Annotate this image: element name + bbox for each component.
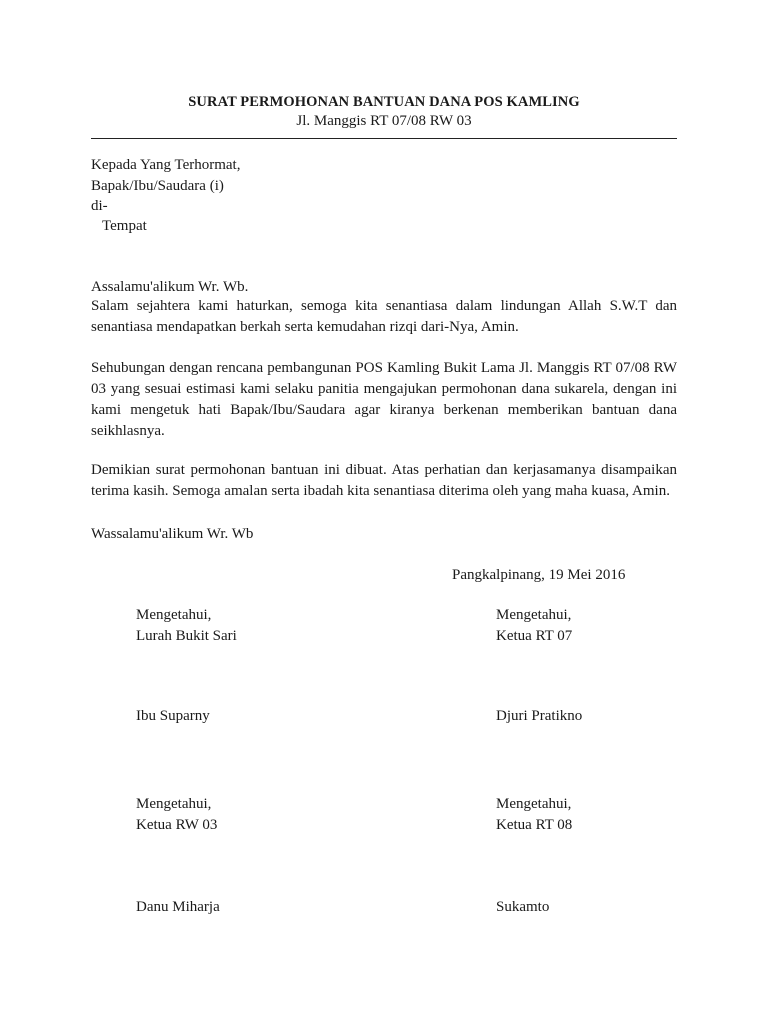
letter-address: Jl. Manggis RT 07/08 RW 03	[296, 113, 472, 129]
signature-rw03-role: Ketua RW 03	[136, 817, 218, 833]
paragraph-1	[91, 296, 677, 338]
paragraph-2-line-2: 03 yang sesuai estimasi kami selaku panitia mengajukan permohonan dana sukarela, dengan ini	[91, 381, 677, 397]
paragraph-1-line-2: senantiasa mendapatkan berkah serta kemudahan rizqi dari-Nya, Amin.	[91, 319, 519, 335]
paragraph-2-line-3: kami mengetuk hati Bapak/Ibu/Saudara agar kiranya berkenan memberikan bantuan dana	[91, 402, 677, 418]
recipient-line-3: di-	[91, 198, 108, 214]
paragraph-1-line-1: Salam sejahtera kami haturkan, semoga kita senantiasa dalam lindungan Allah S.W.T dan	[91, 298, 677, 314]
signature-lurah-role: Lurah Bukit Sari	[136, 628, 237, 644]
paragraph-2-line-1: Sehubungan dengan rencana pembangunan POS Kamling Bukit Lama Jl. Manggis RT 07/08 RW	[91, 360, 677, 376]
signature-rw03-label: Mengetahui,	[136, 796, 212, 812]
paragraph-3-line-1: Demikian surat permohonan bantuan ini dibuat. Atas perhatian dan kerjasamanya disampaikan	[91, 462, 677, 478]
paragraph-2-line-4: seikhlasnya.	[91, 423, 165, 439]
signature-lurah-label: Mengetahui,	[136, 607, 212, 623]
recipient-line-4: Tempat	[102, 218, 147, 234]
place-date: Pangkalpinang, 19 Mei 2016	[452, 567, 626, 583]
signature-rt08-role: Ketua RT 08	[496, 817, 573, 833]
recipient-line-2: Bapak/Ibu/Saudara (i)	[91, 178, 224, 194]
signature-rt07-role: Ketua RT 07	[496, 628, 573, 644]
paragraph-2	[91, 358, 677, 442]
signature-rt08-name: Sukamto	[496, 899, 550, 915]
signature-lurah-name: Ibu Suparny	[136, 708, 210, 724]
header-divider	[91, 138, 677, 139]
signature-rw03-name: Danu Miharja	[136, 899, 220, 915]
greeting: Assalamu'alikum Wr. Wb.	[91, 279, 249, 295]
signature-rt07-name: Djuri Pratikno	[496, 708, 583, 724]
paragraph-3-line-2: terima kasih. Semoga amalan serta ibadah kita senantiasa diterima oleh yang maha kuasa, Amin.	[91, 483, 670, 499]
letter-title: SURAT PERMOHONAN BANTUAN DANA POS KAMLING	[188, 94, 580, 110]
recipient-line-1: Kepada Yang Terhormat,	[91, 157, 241, 173]
closing: Wassalamu'alikum Wr. Wb	[91, 526, 254, 542]
signature-rt08-label: Mengetahui,	[496, 796, 572, 812]
signature-rt07-label: Mengetahui,	[496, 607, 572, 623]
paragraph-3	[91, 460, 677, 502]
